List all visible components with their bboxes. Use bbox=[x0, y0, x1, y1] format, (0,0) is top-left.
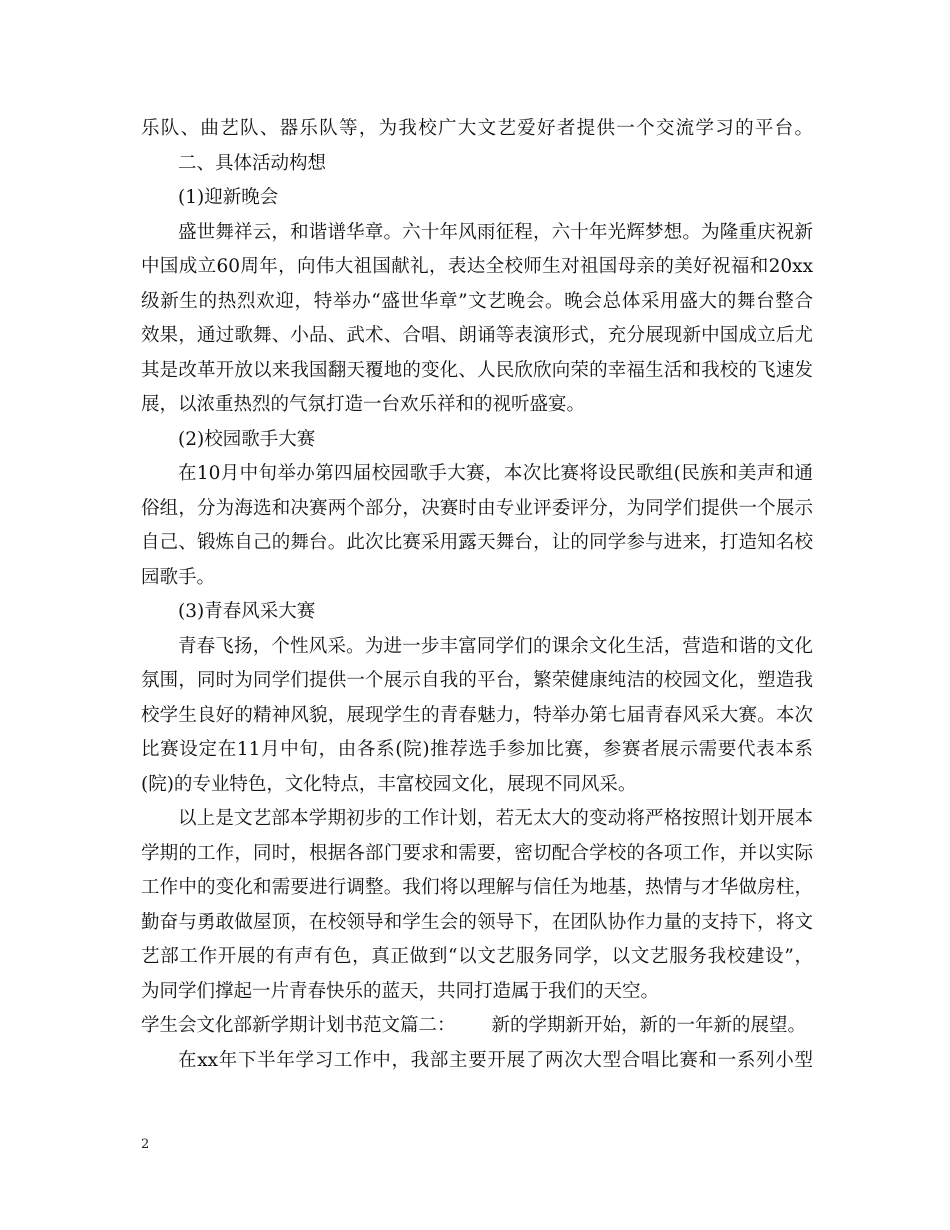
paragraph-line: 效果，通过歌舞、小品、武术、合唱、朗诵等表演形式，充分展现新中国成立后尤 bbox=[141, 325, 813, 346]
paragraph-line: 工作中的变化和需要进行调整。我们将以理解与信任为地基，热情与才华做房柱， bbox=[141, 877, 813, 898]
subtitle-gap bbox=[456, 1009, 492, 1044]
paragraph-line: 氛围，同时为同学们提供一个展示自我的平台，繁荣健康纯洁的校园文化，塑造我 bbox=[141, 670, 813, 691]
subtitle-tail: 新的学期新开始，新的一年新的展望。 bbox=[491, 1015, 807, 1036]
paragraph-line: 其是改革开放以来我国翻天覆地的变化、人民欣欣向荣的幸福生活和我校的飞速发 bbox=[141, 359, 813, 381]
article-subtitle bbox=[141, 1009, 813, 1044]
subsection-heading: (3)青春风采大赛 bbox=[178, 601, 316, 622]
paragraph-line: 比赛设定在11月中旬，由各系(院)推荐选手参加比赛，参赛者展示需要代表本系 bbox=[141, 739, 813, 760]
paragraph-line: 在10月中旬举办第四届校园歌手大赛，本次比赛将设民歌组(民族和美声和通 bbox=[178, 463, 813, 484]
paragraph-line: 青春飞扬，个性风采。为进一步丰富同学们的课余文化生活，营造和谐的文化 bbox=[178, 635, 813, 657]
paragraph-line: 为同学们撑起一片青春快乐的蓝天，共同打造属于我们的天空。 bbox=[141, 980, 660, 1002]
paragraph-line: (院)的专业特色，文化特点，丰富校园文化，展现不同风采。 bbox=[141, 773, 637, 795]
paragraph-line: 以上是文艺部本学期初步的工作计划，若无太大的变动将严格按照计划开展本 bbox=[178, 808, 813, 829]
paragraph-line: 学期的工作，同时，根据各部门要求和需要，密切配合学校的各项工作，并以实际 bbox=[141, 842, 813, 864]
subsection-heading: (1)迎新晚会 bbox=[178, 187, 279, 208]
paragraph-line: 自己、锻炼自己的舞台。此次比赛采用露天舞台，让的同学参与进来，打造知名校 bbox=[141, 532, 813, 553]
paragraph-line: 中国成立60周年，向伟大祖国献礼，表达全校师生对祖国母亲的美好祝福和20xx bbox=[141, 256, 813, 277]
subtitle-title: 学生会文化部新学期计划书范文篇二： bbox=[141, 1015, 456, 1036]
paragraph-line: 乐队、曲艺队、器乐队等，为我校广大文艺爱好者提供一个交流学习的平台。 bbox=[141, 118, 813, 139]
paragraph-line: 级新生的热烈欢迎，特举办“盛世华章”文艺晚会。晚会总体采用盛大的舞台整合 bbox=[141, 290, 813, 312]
paragraph-line: 校学生良好的精神风貌，展现学生的青春魅力，特举办第七届青春风采大赛。本次 bbox=[141, 704, 813, 726]
paragraph-line: 展，以浓重热烈的气氛打造一台欢乐祥和的视听盛宴。 bbox=[141, 394, 586, 415]
page-number: 2 bbox=[141, 1137, 150, 1152]
paragraph-line: 勤奋与勇敢做屋顶，在校领导和学生会的领导下，在团队协作力量的支持下，将文 bbox=[141, 911, 813, 933]
paragraph-line: 俗组，分为海选和决赛两个部分，决赛时由专业评委评分，为同学们提供一个展示 bbox=[141, 497, 813, 519]
paragraph-line: 艺部工作开展的有声有色，真正做到“以文艺服务同学，以文艺服务我校建设”， bbox=[141, 946, 813, 967]
paragraph-line: 在xx年下半年学习工作中，我部主要开展了两次大型合唱比赛和一系列小型 bbox=[178, 1049, 813, 1071]
subsection-heading: (2)校园歌手大赛 bbox=[178, 428, 316, 450]
paragraph-line: 园歌手。 bbox=[141, 566, 216, 588]
document-body bbox=[141, 112, 813, 1078]
section-heading: 二、具体活动构想 bbox=[178, 152, 327, 174]
paragraph-line: 盛世舞祥云，和谐谱华章。六十年风雨征程，六十年光辉梦想。为隆重庆祝新 bbox=[178, 221, 813, 243]
